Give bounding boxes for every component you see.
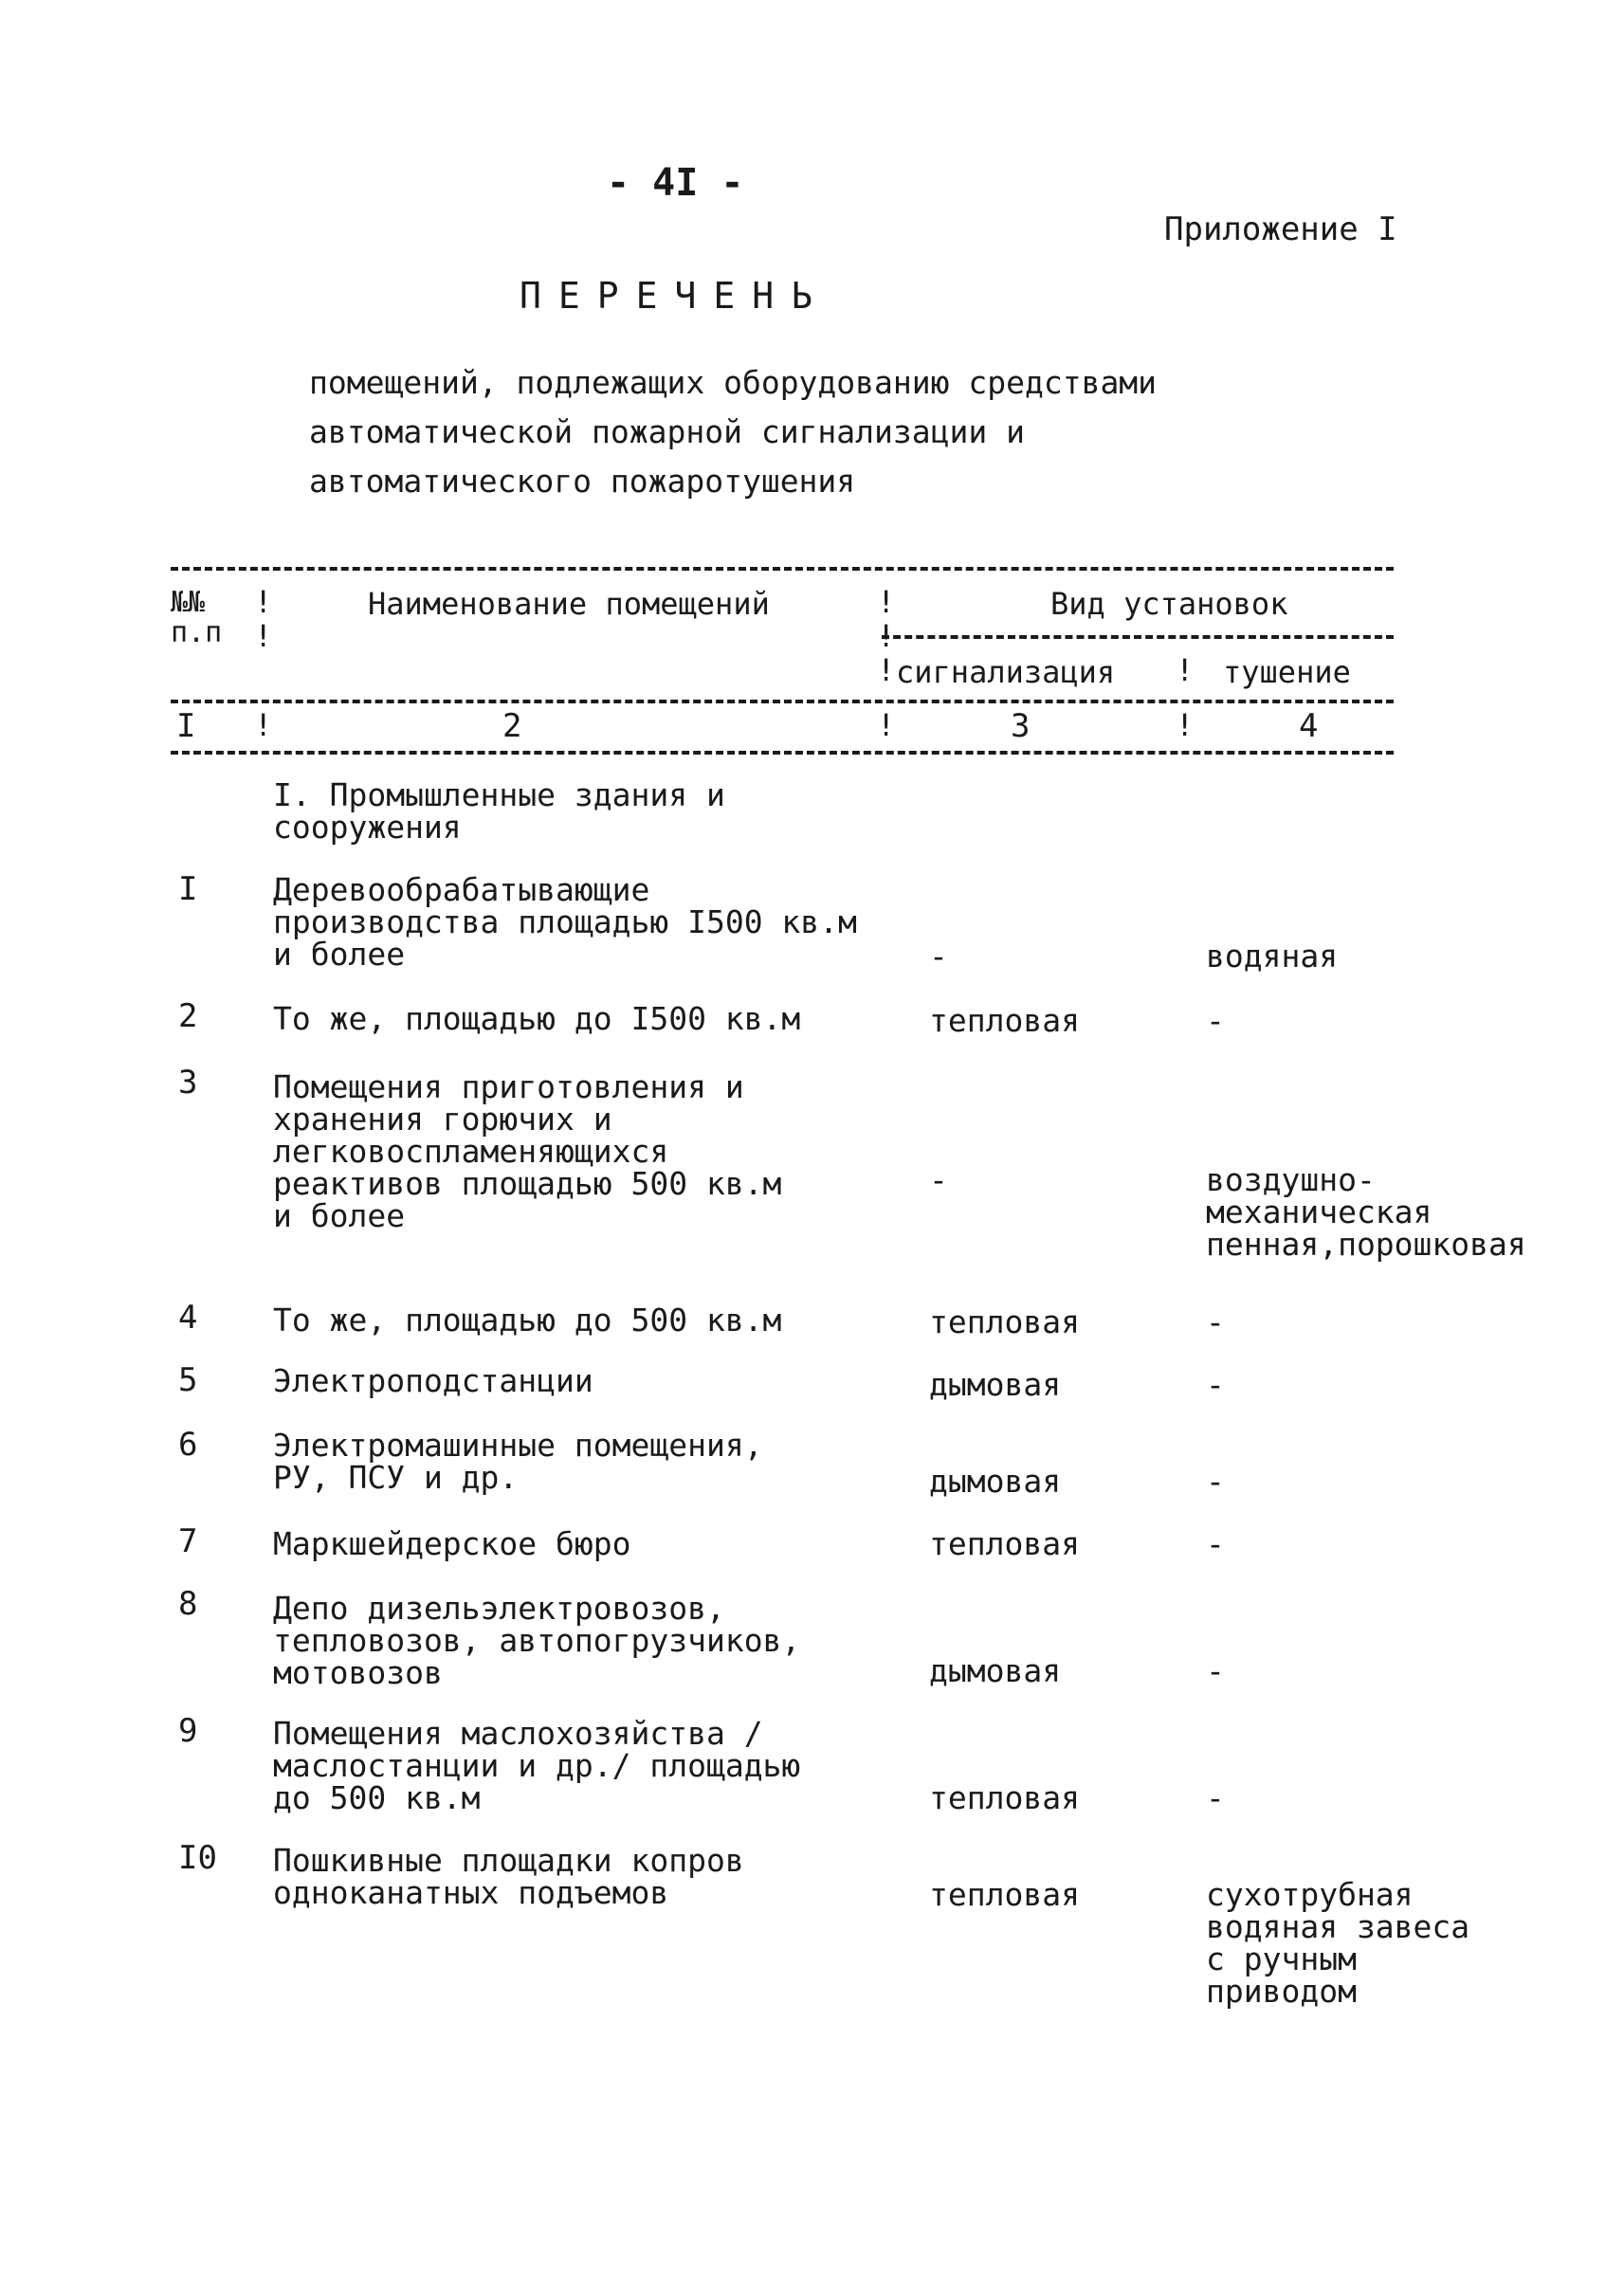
row-signal: дымовая — [929, 1463, 1062, 1500]
header-separator: ! — [877, 584, 896, 620]
col-num-header-1: №№ — [171, 586, 206, 619]
row-signal: тепловая — [929, 1876, 1080, 1913]
row-number: 8 — [178, 1585, 198, 1623]
col-signaling-header: сигнализация — [896, 654, 1116, 690]
document-subtitle: помещений, подлежащих оборудованию средствами автоматической пожарной сигнализации и автоматического пожаротушения — [309, 364, 1158, 500]
row-name: Электромашинные помещения, РУ, ПСУ и др. — [273, 1427, 763, 1496]
row-signal: дымовая — [929, 1652, 1062, 1689]
colnum-bottom-rule — [171, 751, 1394, 755]
col-extinguishing-header: тушение — [1223, 654, 1351, 690]
row-name: Пошкивные площадки копров одноканатных подъемов — [273, 1842, 744, 1911]
row-number: 3 — [178, 1064, 198, 1102]
document-title: ПЕРЕЧЕНЬ — [520, 275, 830, 317]
row-signal: - — [929, 938, 948, 974]
row-signal: тепловая — [929, 1002, 1080, 1039]
row-name: Электроподстанции — [273, 1362, 593, 1399]
row-name: Деревообрабатывающие производства площадью I500 кв.м и более — [273, 871, 857, 973]
row-signal: - — [929, 1161, 948, 1198]
row-number: 4 — [178, 1299, 198, 1337]
header-separator: ! — [254, 618, 273, 654]
row-signal: тепловая — [929, 1525, 1080, 1562]
row-signal: тепловая — [929, 1779, 1080, 1816]
row-name: То же, площадью до I500 кв.м — [273, 1000, 801, 1037]
col-type-header: Вид установок — [1050, 586, 1288, 622]
row-name: Маркшейдерское бюро — [273, 1525, 631, 1562]
col-number: 2 — [502, 707, 522, 745]
row-extinguish: воздушно-механическая пенная,порошковая — [1206, 1161, 1526, 1263]
row-extinguish: водяная — [1206, 938, 1339, 974]
col-num-header-2: п.п — [171, 616, 223, 649]
row-number: 7 — [178, 1522, 198, 1560]
row-number: I — [178, 870, 198, 908]
col-name-header: Наименование помещений — [368, 586, 770, 622]
col-number: 4 — [1299, 707, 1319, 745]
table-top-rule — [171, 567, 1394, 571]
row-extinguish: - — [1206, 1002, 1225, 1039]
appendix-label: Приложение I — [1164, 210, 1397, 248]
page-number: - 4I - — [607, 161, 744, 205]
col-number: 3 — [1011, 707, 1031, 745]
row-signal: дымовая — [929, 1366, 1062, 1403]
header-separator: ! — [254, 584, 273, 620]
row-name: Помещения приготовления и хранения горючих и легковоспламеняющихся реактивов площадью 500 кв.м и более — [273, 1068, 782, 1234]
row-name: Помещения маслохозяйства /маслостанции и др./ площадью до 500 кв.м — [273, 1715, 801, 1816]
header-separator: ! — [877, 707, 896, 743]
section-heading: I. Промышленные здания и сооружения — [273, 776, 725, 846]
row-extinguish: - — [1206, 1525, 1225, 1562]
row-number: I0 — [178, 1839, 217, 1877]
row-extinguish: - — [1206, 1779, 1225, 1816]
header-separator: ! — [1176, 707, 1195, 743]
row-number: 2 — [178, 997, 198, 1035]
header-separator: ! — [1176, 652, 1195, 688]
row-extinguish: сухотрубная водяная завеса с ручным приводом — [1206, 1876, 1470, 2010]
row-extinguish: - — [1206, 1463, 1225, 1500]
header-separator: ! — [254, 707, 273, 743]
row-extinguish: - — [1206, 1652, 1225, 1689]
row-number: 5 — [178, 1361, 198, 1399]
header-bottom-rule — [171, 700, 1394, 703]
row-name: То же, площадью до 500 кв.м — [273, 1302, 782, 1339]
row-name: Депо дизельэлектровозов, тепловозов, автопогрузчиков, мотовозов — [273, 1590, 801, 1691]
row-signal: тепловая — [929, 1303, 1080, 1340]
row-extinguish: - — [1206, 1366, 1225, 1403]
header-split-rule — [882, 635, 1394, 639]
row-extinguish: - — [1206, 1303, 1225, 1340]
col-number: I — [176, 707, 196, 745]
row-number: 6 — [178, 1426, 198, 1464]
header-separator: ! — [877, 652, 896, 688]
header-separator: ! — [877, 618, 896, 654]
row-number: 9 — [178, 1712, 198, 1750]
